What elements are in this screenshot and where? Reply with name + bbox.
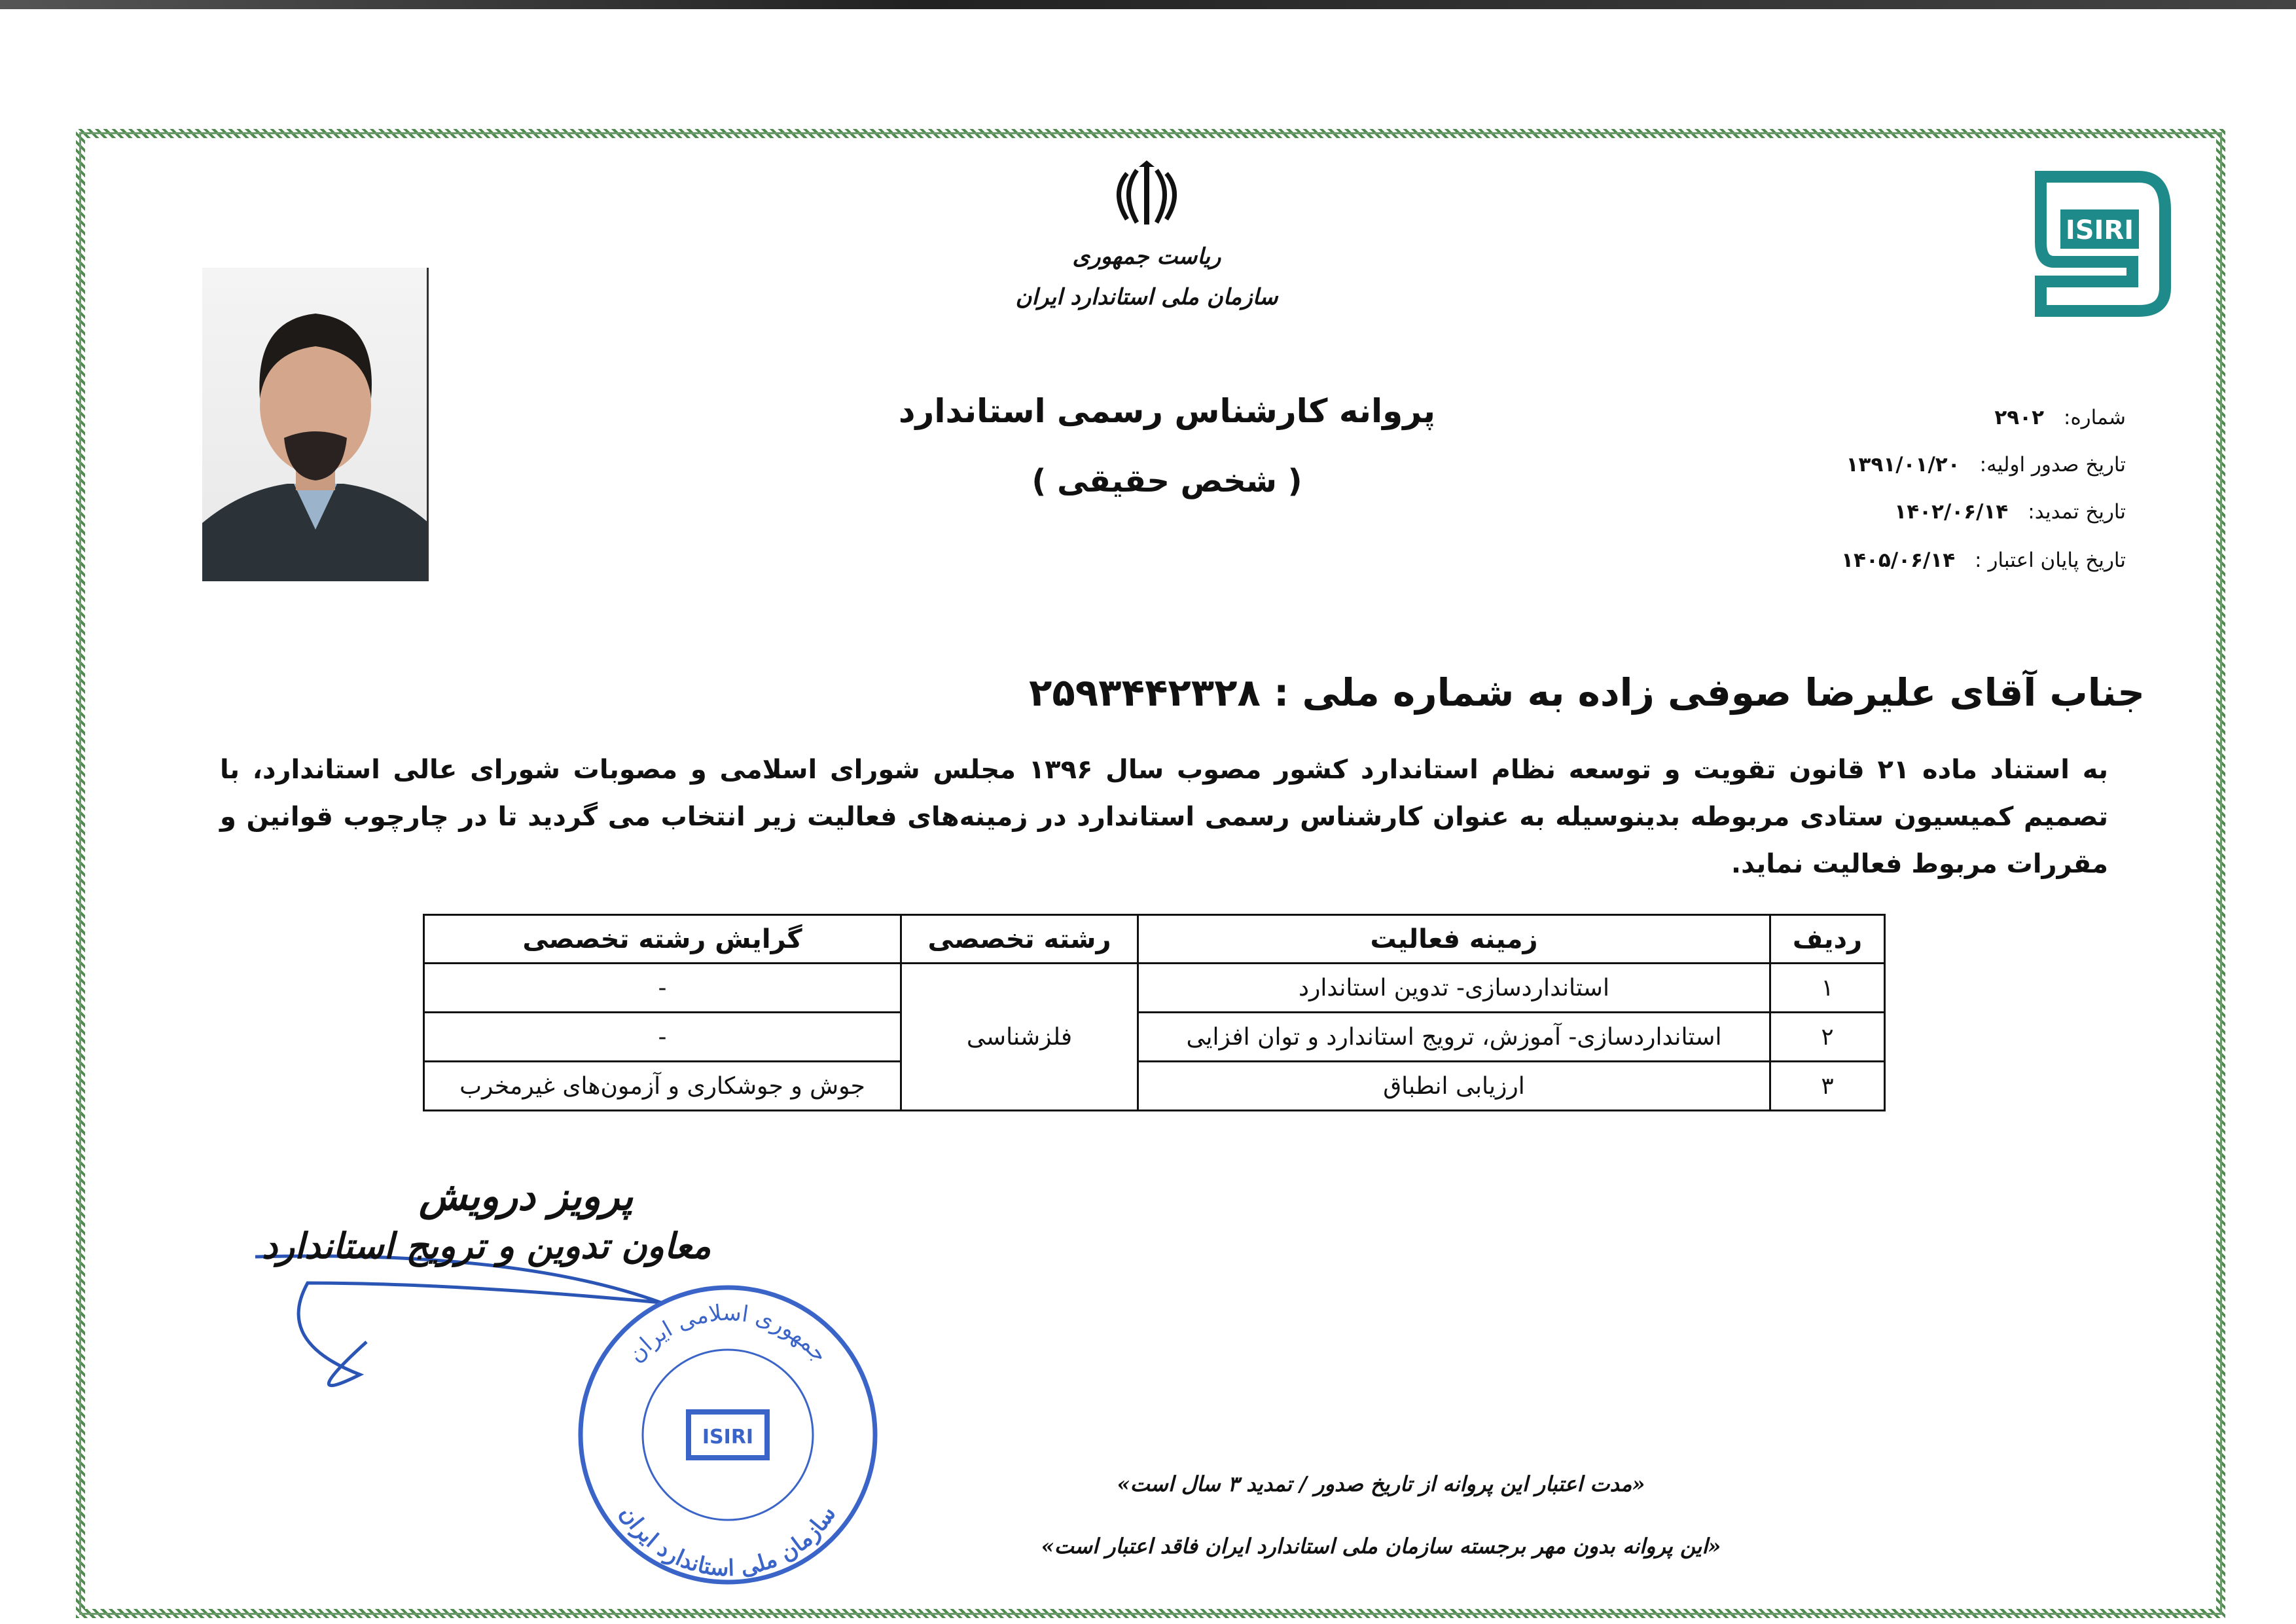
cell-row-no: ۲ bbox=[1770, 1013, 1885, 1062]
scan-edge bbox=[0, 0, 2296, 9]
svg-text:ISIRI: ISIRI bbox=[702, 1426, 754, 1449]
org-line1: ریاست جمهوری bbox=[1072, 244, 1221, 270]
table-row bbox=[424, 1013, 1885, 1062]
iran-emblem-icon bbox=[1107, 160, 1186, 232]
cell-activity: استانداردسازی- آموزش، ترویج استاندارد و توان افزایی bbox=[1138, 1013, 1770, 1062]
header-specialization: گرایش رشته تخصصی bbox=[424, 915, 901, 964]
seal-note: «این پروانه بدون مهر برجسته سازمان ملی استاندارد ایران فاقد اعتبار است» bbox=[1041, 1534, 1721, 1559]
signatory-title: معاون تدوین و ترویج استاندارد bbox=[262, 1225, 711, 1267]
validity-note: «مدت اعتبار این پروانه از تاریخ صدور / تمدید ۳ سال است» bbox=[1117, 1471, 1645, 1496]
table-row bbox=[424, 1062, 1885, 1111]
info-expiry-date: تاریخ پایان اعتبار :۱۴۰۵/۰۶/۱۴ bbox=[1841, 549, 2126, 572]
cell-field: فلزشناسی bbox=[901, 964, 1138, 1111]
official-stamp bbox=[574, 1281, 882, 1589]
applicant-photo bbox=[202, 268, 429, 581]
isiri-logo bbox=[2028, 164, 2174, 322]
cell-activity: استانداردسازی- تدوین استاندارد bbox=[1138, 964, 1770, 1013]
header-row-no: ردیف bbox=[1770, 915, 1885, 964]
info-number: شماره:۲۹۰۲ bbox=[1994, 406, 2126, 429]
header-activity: زمینه فعالیت bbox=[1138, 915, 1770, 964]
header-field: رشته تخصصی bbox=[901, 915, 1138, 964]
cell-row-no: ۱ bbox=[1770, 964, 1885, 1013]
cell-specialization: - bbox=[424, 1013, 901, 1062]
svg-text:سازمان ملی استاندارد ایران: سازمان ملی استاندارد ایران bbox=[614, 1501, 842, 1582]
cell-activity: ارزیابی انطباق bbox=[1138, 1062, 1770, 1111]
info-renewal-date: تاریخ تمدید:۱۴۰۲/۰۶/۱۴ bbox=[1894, 500, 2126, 524]
org-line2: سازمان ملی استاندارد ایران bbox=[1015, 284, 1278, 310]
cell-specialization: - bbox=[424, 964, 901, 1013]
svg-text:جمهوری اسلامی ایران: جمهوری اسلامی ایران bbox=[622, 1299, 833, 1368]
signatory-name: پرویز درویش bbox=[419, 1174, 634, 1219]
document-title: پروانه کارشناس رسمی استاندارد bbox=[898, 392, 1436, 430]
body-paragraph: به استناد ماده ۲۱ قانون تقویت و توسعه نظام استاندارد کشور مصوب سال ۱۳۹۶ مجلس شورای اسلامی و مصوبات شورای عالی استاندارد، با تصمیم کمیسیون ستادی مربوطه بدینوسیله به عنوان کارشناس رسمی استاندارد در زمینه‌های فعالیت زیر انتخاب می گردید تا در چارچوب قوانین و مقررات مربوط فعالیت نماید. bbox=[220, 755, 2108, 879]
cell-row-no: ۳ bbox=[1770, 1062, 1885, 1111]
svg-text:ISIRI: ISIRI bbox=[2065, 215, 2134, 245]
activity-table bbox=[423, 914, 1886, 1111]
info-issue-date: تاریخ صدور اولیه:۱۳۹۱/۰۱/۲۰ bbox=[1846, 453, 2126, 477]
table-header-row bbox=[424, 915, 1885, 964]
table-row bbox=[424, 964, 1885, 1013]
cell-specialization: جوش و جوشکاری و آزمون‌های غیرمخرب bbox=[424, 1062, 901, 1111]
document-subtitle: ( شخص حقیقی ) bbox=[1031, 463, 1302, 499]
recipient-line: جناب آقای علیرضا صوفی زاده به شماره ملی : ۲۵۹۳۴۴۲۳۲۸ bbox=[1028, 670, 2145, 715]
